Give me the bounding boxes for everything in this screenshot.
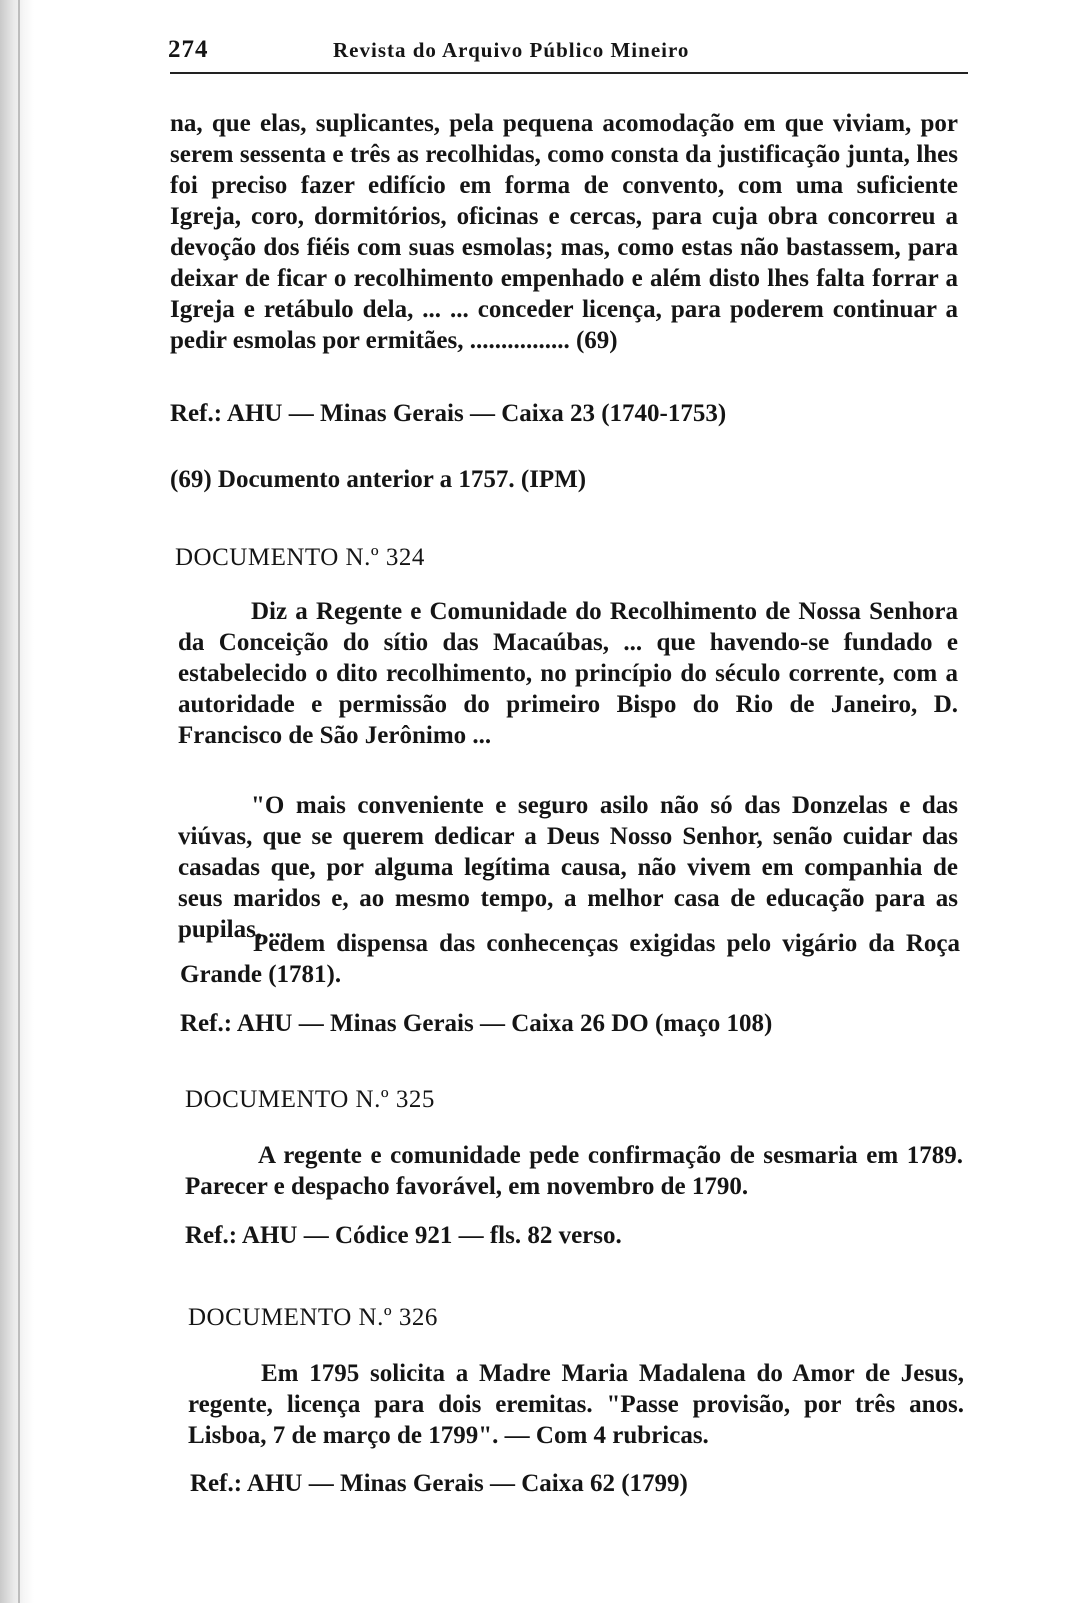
document-quote: "O mais conveniente e seguro asilo não só das Donzelas e das viúvas, que se querem dedicar a Deus Nosso Senhor, senão cuidar das casadas que, por alguma legítima causa, não vivem em companhia de seus maridos e, ao mesmo tempo, a melhor casa de educação para as pupilas, ... xyxy=(178,792,958,943)
document-title: DOCUMENTO N.º 326 xyxy=(188,1304,438,1331)
reference-line: Ref.: AHU — Minas Gerais — Caixa 26 DO (maço 108) xyxy=(180,1010,773,1037)
document-title: DOCUMENTO N.º 325 xyxy=(185,1086,435,1113)
footnote: (69) Documento anterior a 1757. (IPM) xyxy=(170,466,587,493)
document-title: DOCUMENTO N.º 324 xyxy=(175,544,425,571)
document-paragraph: Em 1795 solicita a Madre Maria Madalena do Amor de Jesus, regente, licença para dois eremitas. "Passe provisão, por três anos. Lisboa, 7 de março de 1799". — Com 4 rubricas. xyxy=(188,1360,964,1449)
reference-line: Ref.: AHU — Minas Gerais — Caixa 23 (1740-1753) xyxy=(170,400,727,427)
header-rule xyxy=(170,72,968,74)
document-paragraph: Pedem dispensa das conhecenças exigidas pelo vigário da Roça Grande (1781). xyxy=(180,930,960,988)
scan-page-edge xyxy=(0,0,34,1603)
continuation-paragraph: na, que elas, suplicantes, pela pequena acomodação em que viviam, por serem sessenta e três as recolhidas, como consta da justificação junta, lhes foi preciso fazer edifício em forma de convento, com uma suficiente Igreja, coro, dormitórios, oficinas e cercas, para cuja obra concorreu a devoção dos fiéis com suas esmolas; mas, como estas não bastassem, para deixar de ficar o recolhimento empenhado e além disto lhes falta forrar a Igreja e retábulo dela, ... ... conceder licença, para poderem continuar a pedir esmolas por ermitães, ................ (69) xyxy=(170,110,958,354)
running-header xyxy=(168,36,968,76)
page-number: 274 xyxy=(168,36,209,63)
reference-line: Ref.: AHU — Minas Gerais — Caixa 62 (1799) xyxy=(190,1470,688,1497)
document-paragraph: Diz a Regente e Comunidade do Recolhimento de Nossa Senhora da Conceição do sítio das Macaúbas, ... que havendo-se fundado e estabelecido o dito recolhimento, no princípio do século corrente, com a autoridade e permissão do primeiro Bispo do Rio de Janeiro, D. Francisco de São Jerônimo ... xyxy=(178,598,958,749)
reference-line: Ref.: AHU — Códice 921 — fls. 82 verso. xyxy=(185,1222,622,1249)
journal-title: Revista do Arquivo Público Mineiro xyxy=(333,38,690,62)
document-paragraph: A regente e comunidade pede confirmação de sesmaria em 1789. Parecer e despacho favorável, em novembro de 1790. xyxy=(185,1142,963,1200)
